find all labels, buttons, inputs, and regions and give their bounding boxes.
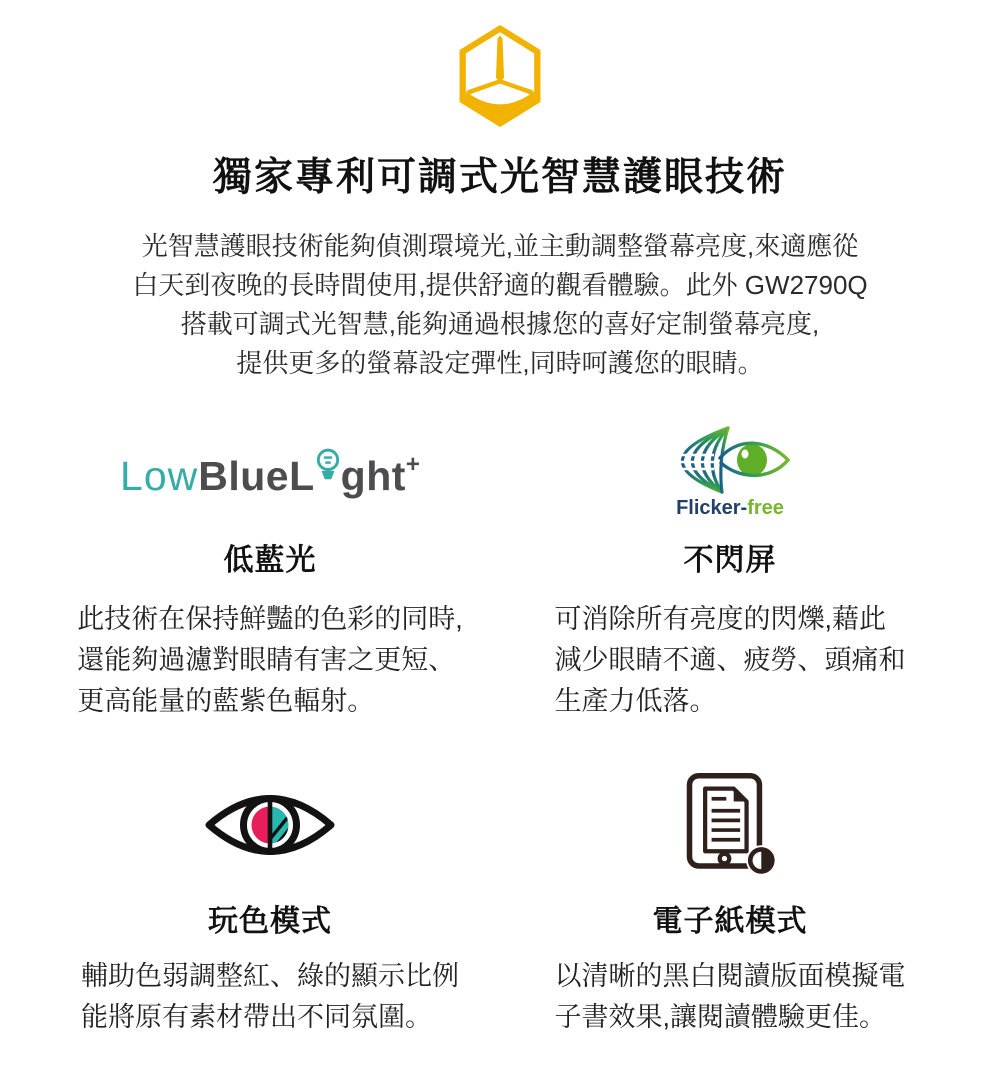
feature-low-blue-light <box>60 425 480 722</box>
lightbulb-icon <box>316 447 340 493</box>
flicker-free-eye-icon <box>664 425 796 495</box>
features-row-top <box>60 425 940 722</box>
intro-line: 白天到夜晚的長時間使用,提供舒適的觀看體驗。此外 GW2790Q <box>132 269 868 300</box>
hexagon-spike <box>496 36 504 83</box>
lbl-plus-sign: + <box>405 450 420 478</box>
intro-line: 提供更多的螢幕設定彈性,同時呵護您的眼睛。 <box>236 347 764 378</box>
feature-title: 電子紙模式 <box>652 904 808 938</box>
hexagon-arm-right <box>499 79 533 94</box>
eyecare-section <box>0 24 1000 1038</box>
flicker-free-logo <box>520 425 940 521</box>
feature-description: 輔助色弱調整紅、綠的顯示比例 能將原有素材帶出不同氛圍。 <box>81 960 459 1032</box>
feature-description: 以清晰的黑白閱讀版面模擬電 子書效果,讓閱讀體驗更佳。 <box>554 960 906 1032</box>
epaper-reader-icon <box>683 773 777 877</box>
intro-paragraph <box>0 227 1000 383</box>
patent-hexagon-icon <box>451 24 549 128</box>
free-label: free <box>747 497 784 520</box>
feature-title: 低藍光 <box>223 543 317 577</box>
features-row-bottom <box>60 772 940 1038</box>
hexagon-arm-left <box>467 79 501 94</box>
color-mode-eye-icon <box>204 783 336 867</box>
feature-title: 玩色模式 <box>208 904 332 938</box>
feature-color-mode <box>60 772 480 1038</box>
lbl-word-bluel: BlueL <box>198 452 315 499</box>
feature-title: 不閃屏 <box>683 543 777 577</box>
feature-epaper-mode <box>520 772 940 1038</box>
lbl-word-ght: ght <box>340 452 406 499</box>
feature-description: 此技術在保持鮮豔的色彩的同時, 還能夠過濾對眼睛有害之更短、 更高能量的藍紫色輻射。 <box>77 603 463 716</box>
feature-flicker-free <box>520 425 940 722</box>
low-blue-light-logo <box>60 425 480 521</box>
page-title: 獨家專利可調式光智慧護眼技術 <box>212 156 787 199</box>
flicker-label: Flicker- <box>676 497 748 520</box>
feature-description: 可消除所有亮度的閃爍,藉此 減少眼睛不適、疲勞、頭痛和 生產力低落。 <box>554 603 906 716</box>
lbl-word-low: Low <box>120 452 199 499</box>
intro-line: 光智慧護眼技術能夠偵測環境光,並主動調整螢幕亮度,來適應從 <box>141 230 859 261</box>
intro-line: 搭載可調式光智慧,能夠通過根據您的喜好定制螢幕亮度, <box>180 308 820 339</box>
